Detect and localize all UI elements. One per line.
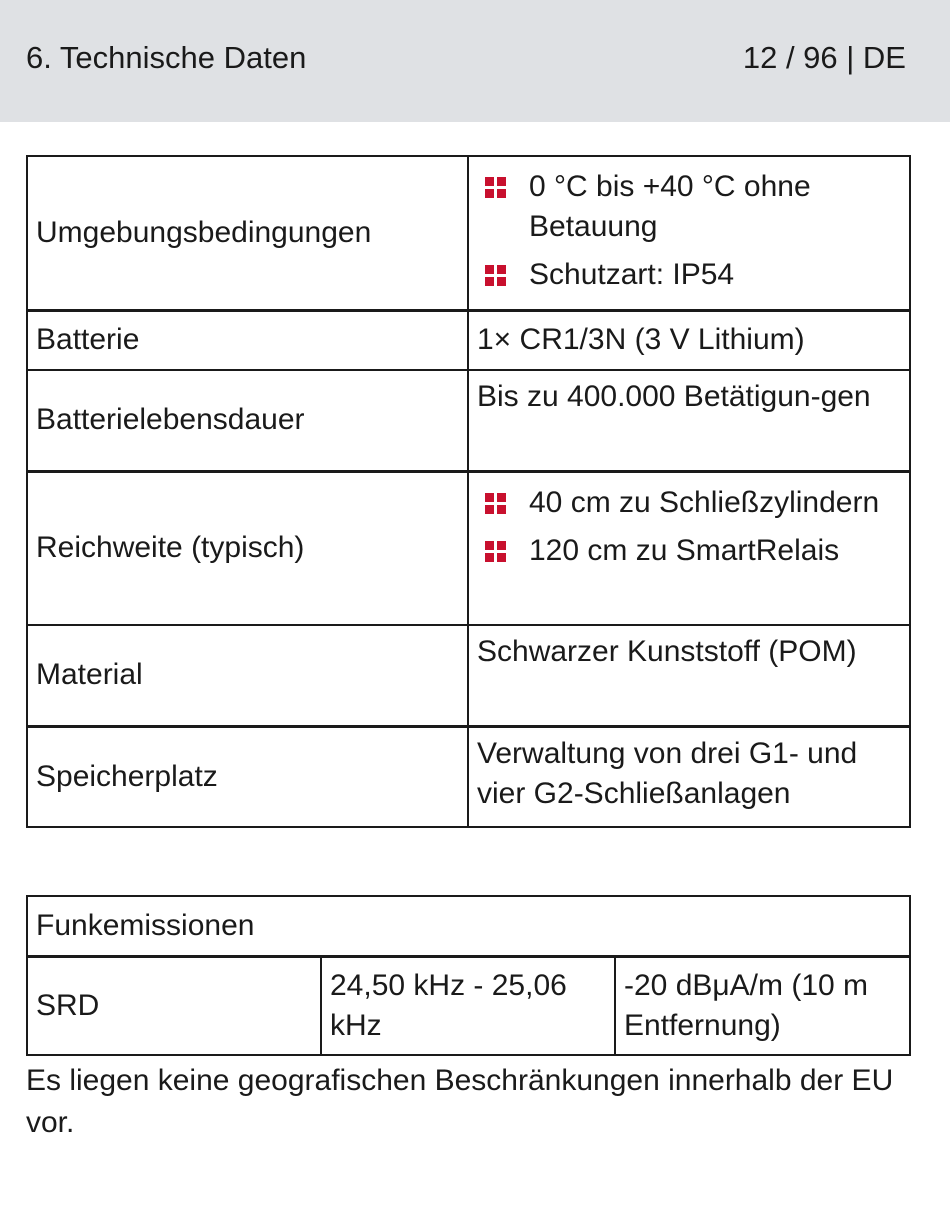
list-item bbox=[477, 483, 901, 523]
bullet-icon bbox=[485, 541, 507, 563]
footnote: Es liegen keine geografischen Beschränkungen innerhalb der EU vor. bbox=[26, 1064, 894, 1139]
spec-value: 1× CR1/3N (3 V Lithium) bbox=[468, 310, 910, 370]
radio-type: SRD bbox=[27, 957, 321, 1056]
spec-value: Bis zu 400.000 Betätigun-gen bbox=[468, 370, 910, 471]
chapter-title: 6. Technische Daten bbox=[26, 40, 307, 75]
page-number: 12 / 96 | DE bbox=[742, 40, 906, 75]
table-row bbox=[27, 726, 910, 827]
spec-label: Batterielebensdauer bbox=[27, 370, 468, 471]
bullet-text: 120 cm zu SmartRelais bbox=[529, 533, 840, 567]
bullet-text: 0 °C bis +40 °C ohne Betauung bbox=[529, 170, 811, 243]
spec-value: Verwaltung von drei G1- und vier G2-Schließanlagen bbox=[468, 726, 910, 827]
bullet-icon bbox=[485, 265, 507, 287]
radio-table-title: Funkemissionen bbox=[27, 896, 910, 957]
spec-label: Material bbox=[27, 625, 468, 726]
table-row bbox=[27, 310, 910, 370]
radio-emissions-table bbox=[26, 895, 911, 1056]
spec-label: Umgebungsbedingungen bbox=[27, 156, 468, 310]
bullet-icon bbox=[485, 493, 507, 515]
radio-frequency: 24,50 kHz - 25,06 kHz bbox=[321, 957, 615, 1056]
radio-emission: -20 dBμA/m (10 m Entfernung) bbox=[615, 957, 910, 1056]
spec-value bbox=[468, 156, 910, 310]
bullet-icon bbox=[485, 177, 507, 199]
list-item bbox=[477, 255, 901, 295]
page-header bbox=[0, 0, 950, 122]
bullet-list bbox=[477, 163, 901, 299]
table-row bbox=[27, 156, 910, 310]
spec-label: Reichweite (typisch) bbox=[27, 471, 468, 625]
table-row bbox=[27, 625, 910, 726]
table-row bbox=[27, 370, 910, 471]
spec-label: Speicherplatz bbox=[27, 726, 468, 827]
spec-value bbox=[468, 471, 910, 625]
spec-table bbox=[26, 155, 911, 828]
table-header-row bbox=[27, 896, 910, 957]
bullet-text: 40 cm zu Schließzylindern bbox=[529, 485, 880, 519]
list-item bbox=[477, 531, 901, 571]
bullet-text: Schutzart: IP54 bbox=[529, 258, 735, 291]
bullet-list bbox=[477, 479, 901, 575]
spec-value: Schwarzer Kunststoff (POM) bbox=[468, 625, 910, 726]
table-row bbox=[27, 471, 910, 625]
spec-label: Batterie bbox=[27, 310, 468, 370]
table-row bbox=[27, 957, 910, 1056]
list-item bbox=[477, 167, 901, 247]
